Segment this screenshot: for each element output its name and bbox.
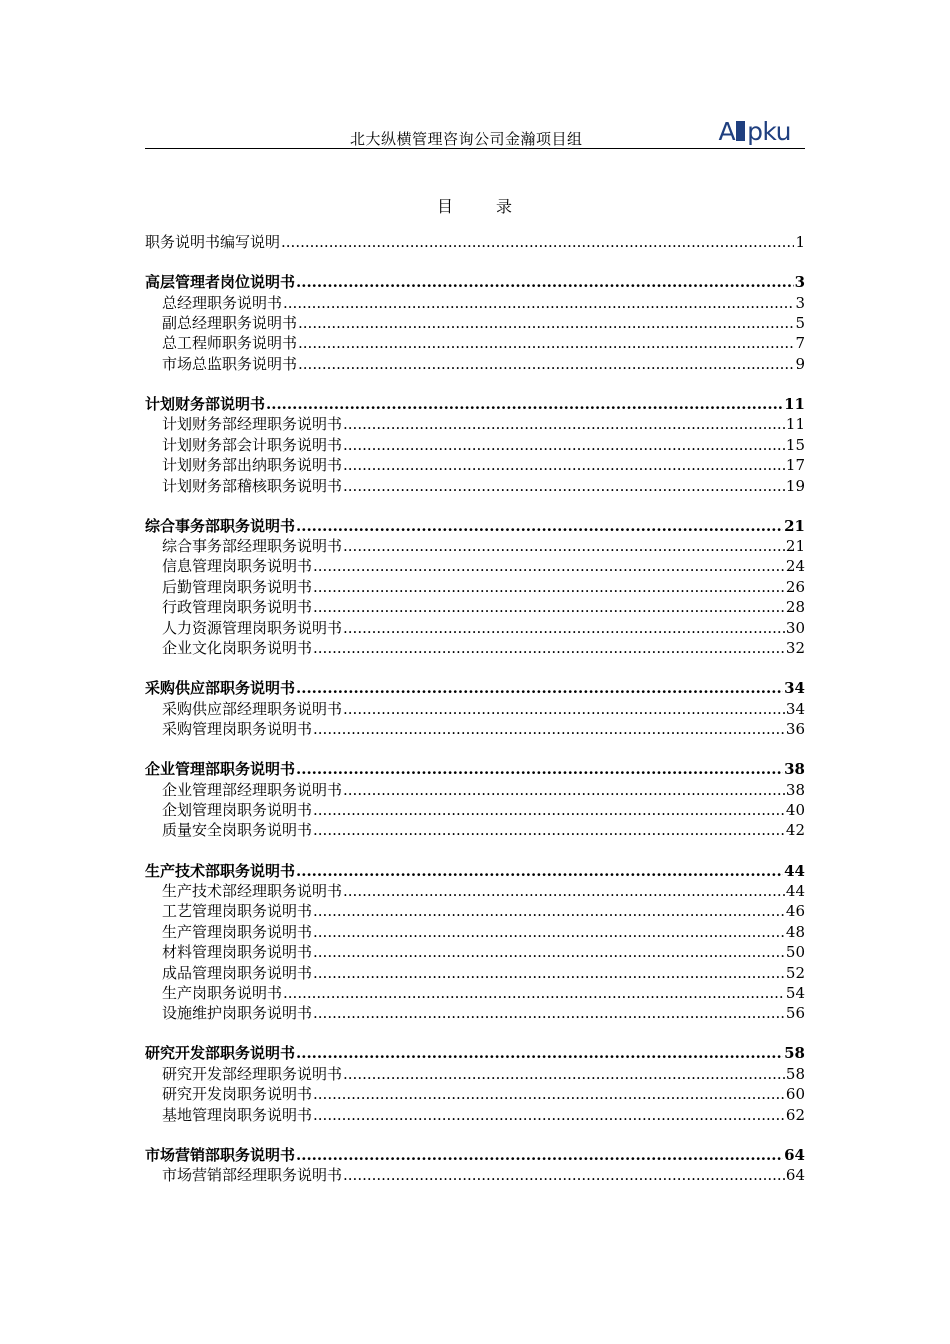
toc-section-entry[interactable] [145, 861, 805, 881]
toc-subentry[interactable] [145, 354, 805, 374]
dot-leader [296, 1043, 783, 1063]
dot-leader [313, 963, 785, 983]
toc-subentry[interactable] [145, 780, 805, 800]
toc-subentry[interactable] [145, 1105, 805, 1125]
toc-page-number: 1 [795, 233, 805, 251]
toc-subentry[interactable] [145, 1003, 805, 1023]
toc-entry-label: 总经理职务说明书 [162, 293, 283, 312]
dot-leader [281, 232, 794, 252]
toc-entry-label: 总工程师职务说明书 [162, 334, 298, 353]
dot-leader [343, 881, 785, 901]
dot-leader [313, 719, 785, 739]
toc-entry-label: 工艺管理岗职务说明书 [162, 902, 313, 921]
toc-subentry[interactable] [145, 638, 805, 658]
toc-section-entry[interactable] [145, 678, 805, 698]
toc-subentry[interactable] [145, 881, 805, 901]
toc-subentry[interactable] [145, 699, 805, 719]
toc-entry-label: 成品管理岗职务说明书 [162, 963, 313, 982]
toc-entry-label: 企划管理岗职务说明书 [162, 800, 313, 819]
toc-subentry[interactable] [145, 293, 805, 313]
toc-page-number: 19 [785, 476, 805, 495]
dot-leader [296, 861, 783, 881]
logo-bar-mark [736, 121, 745, 141]
toc-entry-label: 市场营销部经理职务说明书 [162, 1166, 343, 1185]
toc-subentry[interactable] [145, 942, 805, 962]
toc-page-number: 7 [795, 334, 805, 353]
toc-page-number: 36 [785, 720, 805, 738]
section-spacer [145, 658, 805, 678]
dot-leader [343, 699, 785, 719]
dot-leader [296, 516, 783, 536]
dot-leader [296, 678, 783, 698]
toc-entry-label: 高层管理者岗位说明书 [145, 273, 296, 292]
toc-entry-label: 后勤管理岗职务说明书 [162, 577, 313, 596]
section-spacer [145, 1024, 805, 1044]
dot-leader [313, 1084, 785, 1104]
toc-subentry[interactable] [145, 618, 805, 638]
toc-entry-label: 企业文化岗职务说明书 [162, 639, 313, 658]
toc-section-entry[interactable] [145, 272, 805, 292]
toc-page-number: 64 [784, 1145, 805, 1164]
toc-entry-label: 计划财务部说明书 [145, 394, 266, 413]
toc-page-number: 28 [785, 598, 805, 617]
toc-page-number: 32 [785, 639, 805, 658]
toc-entry-label: 行政管理岗职务说明书 [162, 598, 313, 617]
toc-page-number: 21 [785, 537, 805, 556]
dot-leader [298, 333, 794, 353]
toc-subentry[interactable] [145, 556, 805, 576]
toc-entry-label: 研究开发岗职务说明书 [162, 1085, 313, 1104]
dot-leader [343, 414, 785, 434]
dot-leader [343, 536, 785, 556]
toc-entry-label: 质量安全岗职务说明书 [162, 821, 313, 840]
toc-page-number: 34 [784, 679, 805, 698]
table-of-contents [145, 232, 805, 1186]
toc-entry-label: 企业管理部职务说明书 [145, 760, 296, 779]
toc-section-entry[interactable] [145, 1145, 805, 1165]
toc-subentry[interactable] [145, 983, 805, 1003]
toc-section-entry[interactable] [145, 759, 805, 779]
toc-entry-label: 综合事务部经理职务说明书 [162, 537, 343, 556]
toc-subentry[interactable] [145, 455, 805, 475]
toc-entry-label: 职务说明书编写说明 [145, 233, 281, 251]
toc-entry-label: 市场营销部职务说明书 [145, 1145, 296, 1164]
toc-subentry[interactable] [145, 577, 805, 597]
toc-page-number: 48 [785, 922, 805, 941]
dot-leader [296, 272, 794, 292]
toc-page-number: 42 [785, 821, 805, 840]
toc-subentry[interactable] [145, 435, 805, 455]
section-spacer [145, 1125, 805, 1145]
toc-page-number: 3 [795, 293, 805, 312]
toc-page-number: 21 [784, 516, 805, 535]
toc-subentry[interactable] [145, 476, 805, 496]
toc-page-number: 56 [785, 1004, 805, 1023]
dot-leader [298, 354, 794, 374]
dot-leader [296, 759, 783, 779]
toc-subentry[interactable] [145, 719, 805, 739]
section-spacer [145, 496, 805, 516]
toc-subentry[interactable] [145, 1084, 805, 1104]
toc-subentry[interactable] [145, 414, 805, 434]
dot-leader [313, 1003, 785, 1023]
toc-entry-label: 信息管理岗职务说明书 [162, 557, 313, 576]
toc-page-number: 52 [785, 963, 805, 982]
dot-leader [313, 597, 785, 617]
dot-leader [313, 1105, 785, 1125]
company-logo [718, 116, 791, 146]
toc-section-entry[interactable] [145, 394, 805, 414]
toc-page-number: 44 [785, 881, 805, 900]
toc-entry-label: 基地管理岗职务说明书 [162, 1105, 313, 1124]
toc-subentry[interactable] [145, 1064, 805, 1084]
toc-entry-label: 生产技术部经理职务说明书 [162, 881, 343, 900]
toc-page-number: 5 [795, 313, 805, 332]
dot-leader [283, 983, 785, 1003]
toc-page-number: 44 [784, 861, 805, 880]
dot-leader [283, 293, 794, 313]
toc-subentry[interactable] [145, 536, 805, 556]
toc-page-number: 60 [785, 1085, 805, 1104]
toc-entry-label: 综合事务部职务说明书 [145, 516, 296, 535]
toc-entry-label: 研究开发部职务说明书 [145, 1044, 296, 1063]
toc-page-number: 40 [785, 800, 805, 819]
toc-subentry[interactable] [145, 901, 805, 921]
toc-subentry[interactable] [145, 800, 805, 820]
toc-page-number: 3 [794, 273, 805, 292]
toc-entry-label: 研究开发部经理职务说明书 [162, 1064, 343, 1083]
dot-leader [313, 820, 785, 840]
dot-leader [313, 577, 785, 597]
toc-subentry[interactable] [145, 820, 805, 840]
toc-page-number: 17 [785, 456, 805, 475]
dot-leader [313, 556, 785, 576]
dot-leader [313, 638, 785, 658]
dot-leader [313, 800, 785, 820]
toc-entry-label: 采购管理岗职务说明书 [162, 720, 313, 738]
toc-page-number: 62 [785, 1105, 805, 1124]
section-spacer [145, 374, 805, 394]
toc-entry-label: 市场总监职务说明书 [162, 354, 298, 373]
page-header [145, 116, 805, 149]
toc-page-number: 26 [785, 577, 805, 596]
toc-page-number: 50 [785, 943, 805, 962]
toc-entry-label: 生产管理岗职务说明书 [162, 922, 313, 941]
toc-page-number: 15 [785, 435, 805, 454]
toc-page-number: 24 [785, 557, 805, 576]
toc-page-number: 38 [784, 760, 805, 779]
dot-leader [343, 1165, 785, 1185]
dot-leader [343, 476, 785, 496]
toc-page-number: 38 [785, 780, 805, 799]
toc-subentry[interactable] [145, 922, 805, 942]
toc-entry-label: 设施维护岗职务说明书 [162, 1004, 313, 1023]
section-spacer [145, 841, 805, 861]
header-title: 北大纵横管理咨询公司金瀚项目组 [350, 130, 583, 148]
toc-page-number: 34 [785, 699, 805, 718]
toc-page-number: 9 [795, 354, 805, 373]
dot-leader [296, 1145, 783, 1165]
toc-page-number: 64 [785, 1166, 805, 1185]
dot-leader [313, 901, 785, 921]
toc-page-number: 58 [785, 1064, 805, 1083]
toc-subentry[interactable] [145, 1165, 805, 1185]
dot-leader [313, 922, 785, 942]
toc-subentry[interactable] [145, 333, 805, 353]
toc-subentry[interactable] [145, 313, 805, 333]
toc-entry-label: 采购供应部职务说明书 [145, 679, 296, 698]
dot-leader [266, 394, 783, 414]
toc-entry-label: 采购供应部经理职务说明书 [162, 699, 343, 718]
dot-leader [343, 780, 785, 800]
toc-entry-label: 计划财务部会计职务说明书 [162, 435, 343, 454]
dot-leader [343, 435, 785, 455]
toc-page-number: 58 [784, 1044, 805, 1063]
toc-page-number: 30 [785, 618, 805, 637]
dot-leader [298, 313, 794, 333]
toc-entry-label: 生产岗职务说明书 [162, 983, 283, 1002]
dot-leader [343, 618, 785, 638]
dot-leader [343, 1064, 785, 1084]
toc-subentry[interactable] [145, 597, 805, 617]
toc-entry-label: 计划财务部经理职务说明书 [162, 415, 343, 434]
toc-entry-label: 材料管理岗职务说明书 [162, 943, 313, 962]
toc-entry[interactable] [145, 232, 805, 252]
toc-entry-label: 人力资源管理岗职务说明书 [162, 618, 343, 637]
toc-page-number: 54 [785, 983, 805, 1002]
dot-leader [343, 455, 785, 475]
toc-entry-label: 生产技术部职务说明书 [145, 861, 296, 880]
toc-entry-label: 企业管理部经理职务说明书 [162, 780, 343, 799]
logo-wordmark: A pku [718, 117, 791, 146]
toc-section-entry[interactable] [145, 1043, 805, 1063]
toc-entry-label: 计划财务部稽核职务说明书 [162, 476, 343, 495]
toc-title: 目 录 [436, 197, 514, 216]
toc-section-entry[interactable] [145, 516, 805, 536]
toc-entry-label: 副总经理职务说明书 [162, 313, 298, 332]
toc-subentry[interactable] [145, 963, 805, 983]
section-spacer [145, 739, 805, 759]
toc-entry-label: 计划财务部出纳职务说明书 [162, 456, 343, 475]
dot-leader [313, 942, 785, 962]
toc-page-number: 11 [785, 415, 805, 434]
toc-page-number: 46 [785, 902, 805, 921]
toc-page-number: 11 [784, 394, 805, 413]
section-spacer [145, 252, 805, 272]
